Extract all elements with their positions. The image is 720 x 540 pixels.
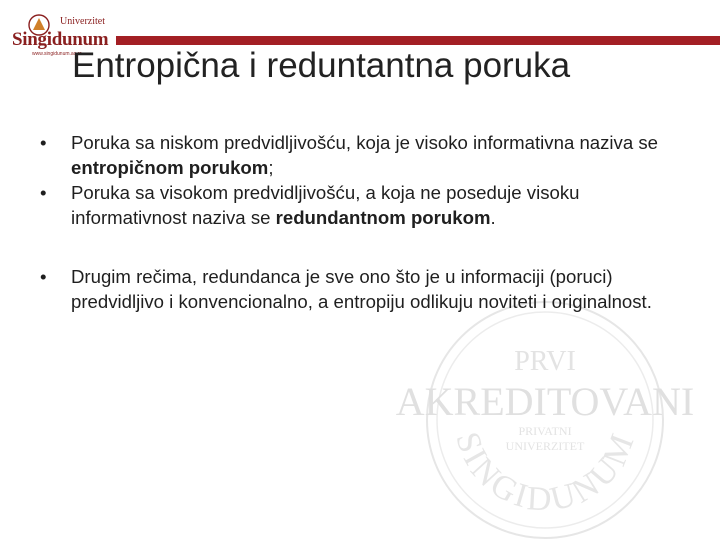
bullet-2-end: . — [490, 207, 496, 228]
bullet-item-3: • Drugim rečima, redundanca je sve ono što je u informaciji (poruci) predvidljivo i konvencionalno, a entropiju odlikuju noviteti i originalnost. — [40, 266, 652, 312]
bullet-1-bold: entropičnom porukom — [71, 157, 269, 178]
watermark-line1: PRVI — [514, 346, 576, 377]
bullet-item-1: • Poruka sa niskom predvidljivošću, koja je visoko informativna naziva se entropičnom porukom; — [40, 132, 659, 178]
bullet-3-text: Drugim rečima, redundanca je sve ono što je u informaciji (poruci) predvidljivo i konvencionalno, a entropiju odlikuju noviteti i originalnost. — [71, 266, 652, 312]
bullet-1-end: ; — [268, 157, 274, 178]
slide-content — [40, 130, 680, 314]
watermark-line4: UNIVERZITET — [505, 439, 585, 453]
logo-top-text: Univerzitet — [60, 16, 105, 27]
bullet-2-text: Poruka sa visokom predvidljivošću, a koja ne poseduje visoku informativnost naziva se — [71, 182, 580, 228]
bullet-2-bold: redundantnom porukom — [275, 207, 491, 228]
bullet-item-2: • Poruka sa visokom predvidljivošću, a koja ne poseduje visoku informativnost naziva se redundantnom porukom. — [40, 182, 580, 228]
watermark-arc: SINGIDUNUM — [448, 426, 643, 519]
accreditation-seal-watermark — [370, 300, 720, 540]
bullet-list — [40, 130, 680, 314]
logo-name: Singidunum — [12, 29, 109, 50]
watermark-line2: AKREDITOVANI — [395, 379, 695, 424]
bullet-1-text: Poruka sa niskom predvidljivošću, koja je visoko informativna naziva se — [71, 132, 659, 153]
watermark-line3: PRIVATNI — [518, 424, 572, 438]
logo-url: www.singidunum.ac.rs — [32, 51, 82, 57]
slide-title: Entropična i reduntantna poruka — [72, 46, 571, 85]
header-bar — [116, 36, 720, 45]
